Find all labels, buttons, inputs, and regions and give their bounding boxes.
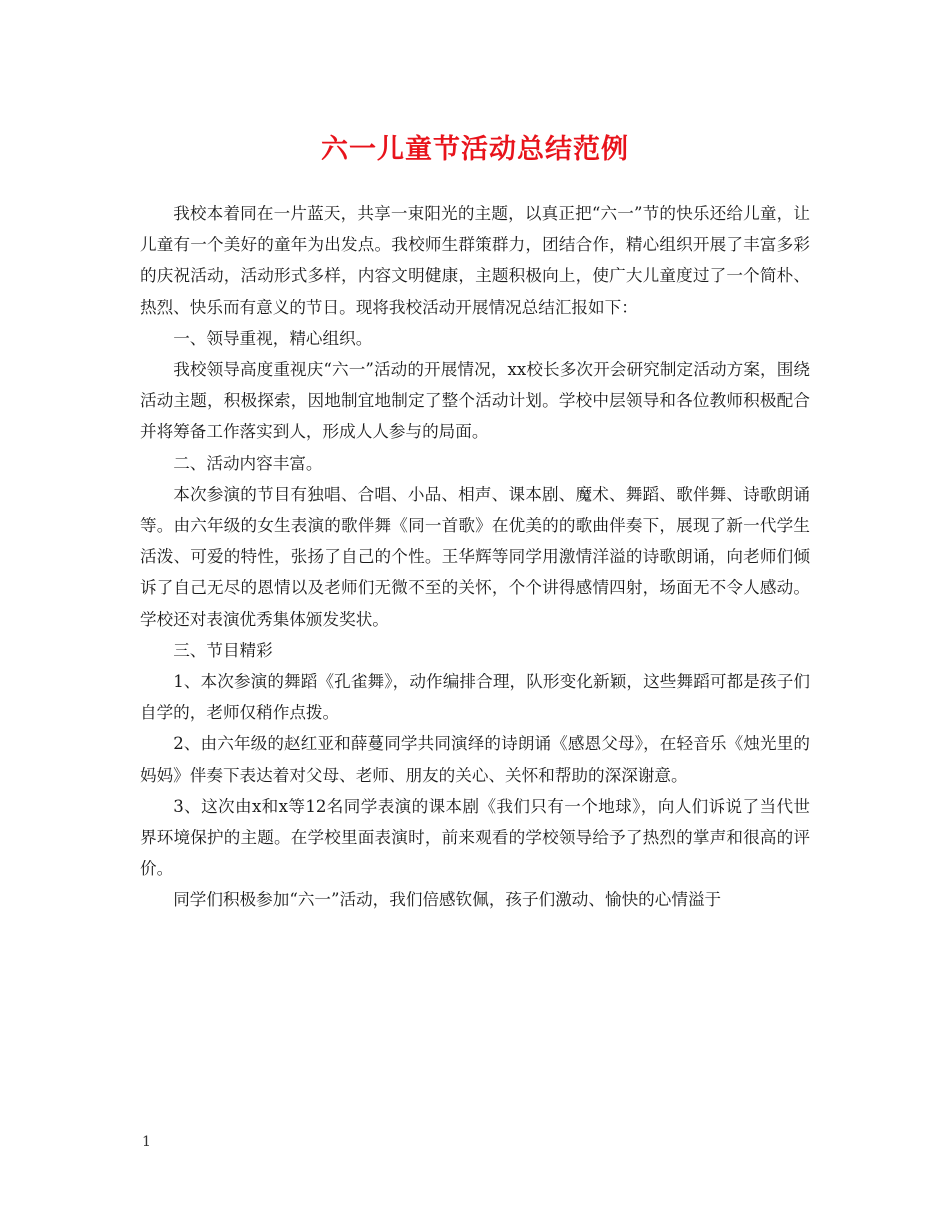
paragraph-item-2: 2、由六年级的赵红亚和薛蔓同学共同演绎的诗朗诵《感恩父母》，在轻音乐《烛光里的妈妈》伴奏下表达着对父母、老师、朋友的关心、关怀和帮助的深深谢意。 xyxy=(140,734,810,785)
paragraph-intro: 我校本着同在一片蓝天，共享一束阳光的主题，以真正把“六一”节的快乐还给儿童，让儿童有一个美好的童年为出发点。我校师生群策群力，团结合作，精心组织开展了丰富多彩的庆祝活动，活动形式多样，内容文明健康，主题积极向上，使广大儿童度过了一个简朴、热烈、快乐而有意义的节日。现将我校活动开展情况总结汇报如下： xyxy=(140,204,810,317)
paragraph-item-1: 1、本次参演的舞蹈《孔雀舞》，动作编排合理，队形变化新颖，这些舞蹈可都是孩子们自学的，老师仅稍作点拨。 xyxy=(140,672,810,723)
section-heading-1: 一、领导重视，精心组织。 xyxy=(173,328,373,348)
paragraph-closing: 同学们积极参加“六一”活动，我们倍感钦佩，孩子们激动、愉快的心情溢于 xyxy=(173,890,722,910)
paragraph-leadership: 我校领导高度重视庆“六一”活动的开展情况，xx校长多次开会研究制定活动方案，围绕活动主题，积极探索，因地制宜地制定了整个活动计划。学校中层领导和各位教师积极配合并将筹备工作落实到人，形成人人参与的局面。 xyxy=(140,360,810,442)
paragraph-content: 本次参演的节目有独唱、合唱、小品、相声、课本剧、魔术、舞蹈、歌伴舞、诗歌朗诵等。由六年级的女生表演的歌伴舞《同一首歌》在优美的的歌曲伴奏下，展现了新一代学生活泼、可爱的特性，张扬了自己的个性。王华辉等同学用激情洋溢的诗歌朗诵，向老师们倾诉了自己无尽的恩情以及老师们无微不至的关怀，个个讲得感情四射，场面无不令人感动。学校还对表演优秀集体颁发奖状。 xyxy=(140,484,810,629)
paragraph-item-3: 3、这次由x和x等12名同学表演的课本剧《我们只有一个地球》，向人们诉说了当代世界环境保护的主题。在学校里面表演时，前来观看的学校领导给予了热烈的掌声和很高的评价。 xyxy=(140,796,810,879)
section-heading-3: 三、节目精彩 xyxy=(173,640,273,660)
document-body xyxy=(140,198,810,916)
document-title: 六一儿童节活动总结范例 xyxy=(321,134,629,165)
page-number: 1 xyxy=(142,1134,151,1150)
section-heading-2: 二、活动内容丰富。 xyxy=(173,453,323,473)
